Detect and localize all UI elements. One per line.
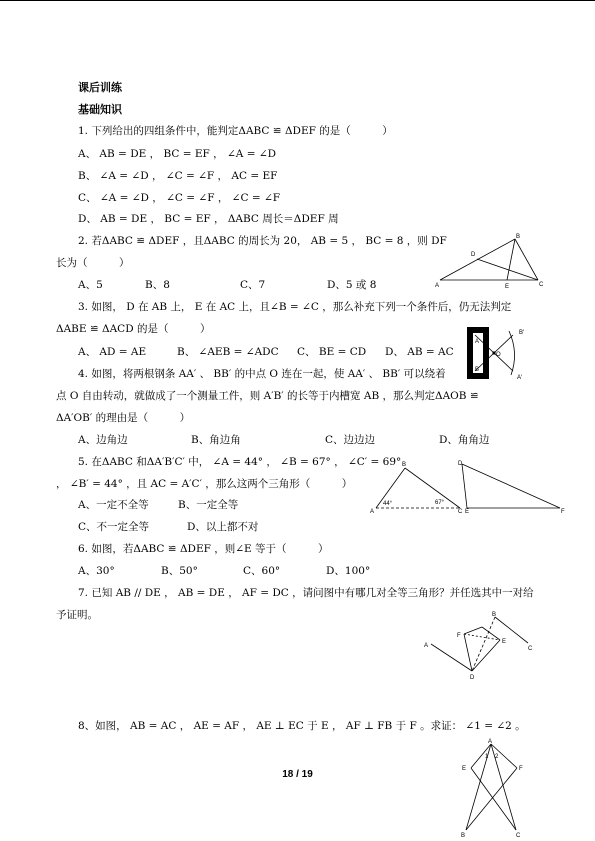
q7-label-c: C [528, 646, 533, 652]
q5-option-c: C、不一定全等 [78, 521, 150, 533]
q4-label-a-prime: A′ [517, 375, 523, 381]
q2-stem-line2: 长为（ ） [56, 257, 130, 269]
q1-option-d: D、 AB = DE ， BC = EF ， ΔABC 周长＝ΔDEF 周 [78, 213, 339, 225]
q5-option-a: A、一定不全等 [78, 499, 149, 511]
section-subtitle: 基础知识 [78, 103, 122, 116]
q4-option-c: C、边边边 [325, 434, 376, 446]
q5-label-e: E [465, 509, 470, 515]
q8-label-angle-2: 2 [495, 754, 499, 760]
q1-option-c: C、 ∠A = ∠D ， ∠C = ∠F ， ∠C = ∠F [78, 192, 281, 204]
q6-option-d: D、100° [326, 565, 371, 577]
q4-option-a: A、边角边 [78, 434, 128, 446]
q1-stem: 1. 下列给出的四组条件中，能判定ΔABC ≌ ΔDEF 的是（ ） [78, 125, 393, 137]
q1-option-b: B、 ∠A = ∠D ， ∠C = ∠F ， AC = EF [78, 170, 278, 182]
q5-stem-line2: ， ∠B′ = 44° ，且 AC = A′C′ ，那么这两个三角形（ ） [56, 478, 353, 490]
q8-label-b: B [461, 833, 466, 839]
q8-figure [458, 738, 530, 838]
q3-stem-line1: 3. 如图， D 在 AB 上， E 在 AC 上，且∠B = ∠C ，那么补充下列一个条件后，仍无法判定 [78, 301, 512, 313]
q2-figure [435, 232, 547, 288]
q3-option-c: C、 BE = CD [297, 346, 367, 358]
section-title: 课后训练 [78, 81, 122, 94]
q4-label-a: A [475, 339, 480, 345]
q8-label-angle-1: 1 [485, 754, 489, 760]
q7-label-b: B [492, 612, 497, 618]
q4-stem-line1: 4. 如图，将两根钢条 AA′ 、 BB′ 的中点 O 连在一起，使 AA′ 、 BB′ 可以绕着 [78, 368, 446, 380]
q3-option-d: D、 AB = AC [385, 346, 454, 358]
q4-label-b: B [475, 367, 480, 373]
q8-label-a: A [488, 739, 493, 745]
q4-option-b: B、角边角 [191, 434, 241, 446]
q7-label-f: F [457, 633, 461, 639]
q5-option-d: D、以上都不对 [187, 521, 259, 533]
q4-option-d: D、角角边 [439, 434, 490, 446]
q4-figure [465, 325, 535, 383]
q7-label-a: A [424, 643, 429, 649]
q5-label-angle-c: 67° [435, 500, 445, 506]
q5-label-a: A [370, 509, 375, 515]
q3-option-a: A、 AD = AE [78, 346, 147, 358]
q4-stem-line3: ΔA′OB′ 的理由是（ ） [56, 412, 191, 424]
q2-option-a: A、5 [78, 279, 103, 291]
q5-option-b: B、一定全等 [178, 499, 239, 511]
q7-label-d: D [470, 675, 475, 681]
top-rule [0, 0, 595, 1]
q5-label-b: B [402, 462, 407, 468]
q8-label-c: C [516, 833, 521, 839]
q5-figure [370, 460, 570, 515]
q6-option-b: B、50° [161, 565, 198, 577]
q6-option-a: A、30° [78, 565, 115, 577]
q2-option-c: C、7 [240, 279, 266, 291]
q8-stem: 8、如图， AB = AC ， AE = AF ， AE ⊥ EC 于 E ， AF ⊥ FB 于 F 。求证： ∠1 = ∠2 。 [78, 720, 526, 732]
q2-stem-line1: 2. 若ΔABC ≌ ΔDEF ，且ΔABC 的周长为 20， AB = 5 ， BC = 8 ，则 DF [78, 235, 447, 247]
q5-stem-line1: 5. 在ΔABC 和ΔA′B′C′ 中， ∠A = 44° ， ∠B = 67° ， ∠C′ = 69° [78, 456, 402, 468]
q2-label-c: C [539, 282, 544, 288]
q4-label-o: O [496, 352, 501, 358]
q2-label-b: B [516, 234, 521, 240]
q5-label-f: F [561, 509, 565, 515]
q5-label-c: C [458, 509, 463, 515]
q2-label-a: A [435, 283, 440, 289]
q7-stem-line1: 7. 已知 AB // DE ， AB = DE ， AF = DC ，请问图中有哪几对全等三角形？并任选其中一对给 [78, 587, 534, 599]
q2-option-b: B、8 [145, 279, 170, 291]
q8-label-e: E [462, 766, 467, 772]
q6-stem: 6. 如图，若ΔABC ≌ ΔDEF ，则∠E 等于（ ） [78, 543, 329, 555]
q5-label-d: D [458, 461, 463, 467]
q4-label-b-prime: B′ [519, 330, 525, 336]
q2-label-d: D [471, 252, 476, 258]
page-number: 18 / 19 [282, 769, 313, 780]
q1-option-a: A、 AB = DE ， BC = EF ， ∠A = ∠D [78, 148, 277, 160]
q8-label-f: F [519, 766, 523, 772]
q2-label-e: E [505, 284, 510, 290]
q2-option-d: D、5 或 8 [327, 279, 377, 291]
q7-label-e: E [502, 639, 507, 645]
q7-stem-line2: 予证明。 [56, 609, 98, 621]
q3-stem-line2: ΔABE ≌ ΔACD 的是（ ） [56, 323, 211, 335]
q3-option-b: B、 ∠AEB = ∠ADC [177, 346, 279, 358]
q4-stem-line2: 点 O 自由转动，就做成了一个测量工件，则 A′B′ 的长等于内槽宽 AB ，那么判定ΔAOB ≌ [56, 390, 479, 402]
q5-label-angle-a: 44° [383, 501, 393, 507]
q6-option-c: C、60° [243, 565, 281, 577]
q7-figure [420, 613, 532, 681]
